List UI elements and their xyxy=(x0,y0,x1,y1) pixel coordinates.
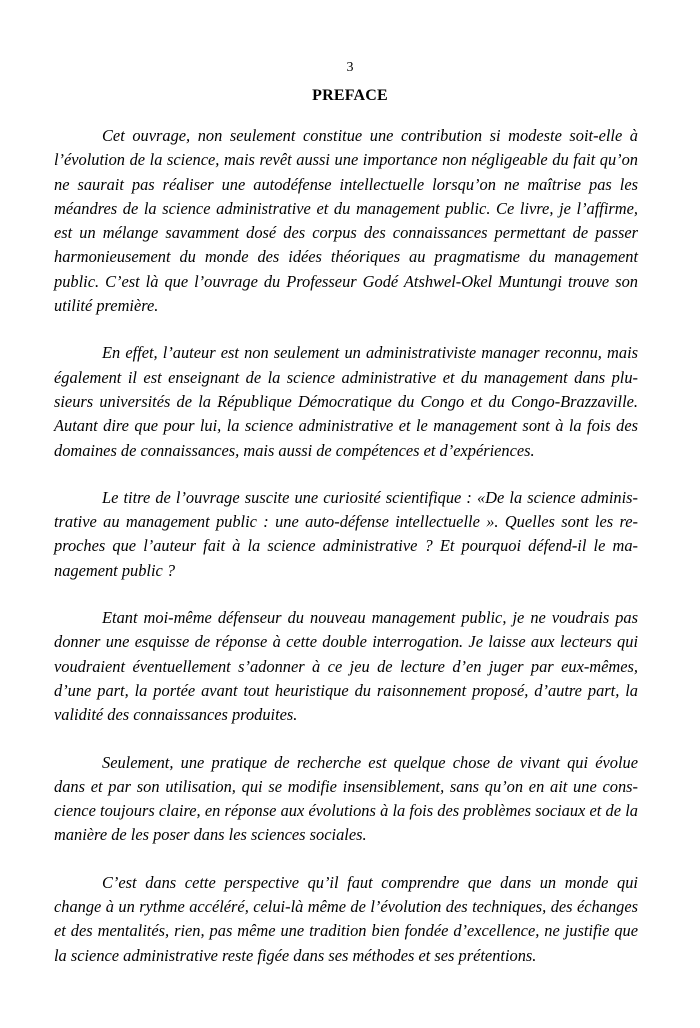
page-number: 3 xyxy=(346,60,354,75)
paragraph-1: Cet ouvrage, non seulement constitue une contribution si modeste soit-elle à l’évolution de la science, mais revêt aussi une importance non négligeable du fait qu’on ne saurait pas réaliser une autodéfense intellectuelle lorsqu’on ne maîtrise pas les méandres de la science administrative et du management public. Ce livre, je l’affirme, est un mélange savamment dosé des corpus des connaissances permettant de passer harmonieusement du monde des idées théoriques au pragmatisme du management public. C’est là que l’ouvrage du Professeur Godé Atshwel-Okel Muntungi trouve son utilité première. xyxy=(54,126,638,316)
body-text xyxy=(54,124,638,968)
paragraph-4: Etant moi-même défenseur du nouveau management public, je ne voudrais pas donner une esquisse de réponse à cette double interrogation. Je laisse aux lecteurs qui voudraient éventuellement s’adonner à ce jeu de lecture d’en juger par eux-mêmes, d’une part, la portée avant tout heuristique du raisonnement proposé, d’autre part, la validité des connaissances produites. xyxy=(54,608,638,725)
page-title: PREFACE xyxy=(312,87,388,104)
paragraph-6: C’est dans cette perspective qu’il faut comprendre que dans un monde qui change à un rythme accéléré, celui-là même de l’évolution des techniques, des échanges et des mentalités, rien, pas même une tradition bien fondée d’excellence, ne justifie que la science administrative reste figée dans ses méthodes et ses prétentions. xyxy=(54,872,638,965)
paragraph-5: Seulement, une pratique de recherche est quelque chose de vivant qui évolue dans et par son utilisation, qui se modifie insensiblement, sans qu’on en ait une conscience toujours claire, en réponse aux évolutions à la fois des problèmes sociaux et de la manière de les poser dans les sciences sociales. xyxy=(54,752,638,845)
paragraph-2: En effet, l’auteur est non seulement un administrativiste manager reconnu, mais également il est enseignant de la science administrative et du management dans plusieurs universités de la République Démocratique du Congo et du Congo-Brazzaville. Autant dire que pour lui, la science administrative et le management sont à la fois des domaines de connaissances, mais aussi de compétences et d’expériences. xyxy=(54,343,638,460)
paragraph-3: Le titre de l’ouvrage suscite une curiosité scientifique : «De la science administrative au management public : une auto-défense intellectuelle ». Quelles sont les reproches que l’auteur fait à la science administrative ? Et pourquoi défend-il le management public ? xyxy=(54,487,638,580)
